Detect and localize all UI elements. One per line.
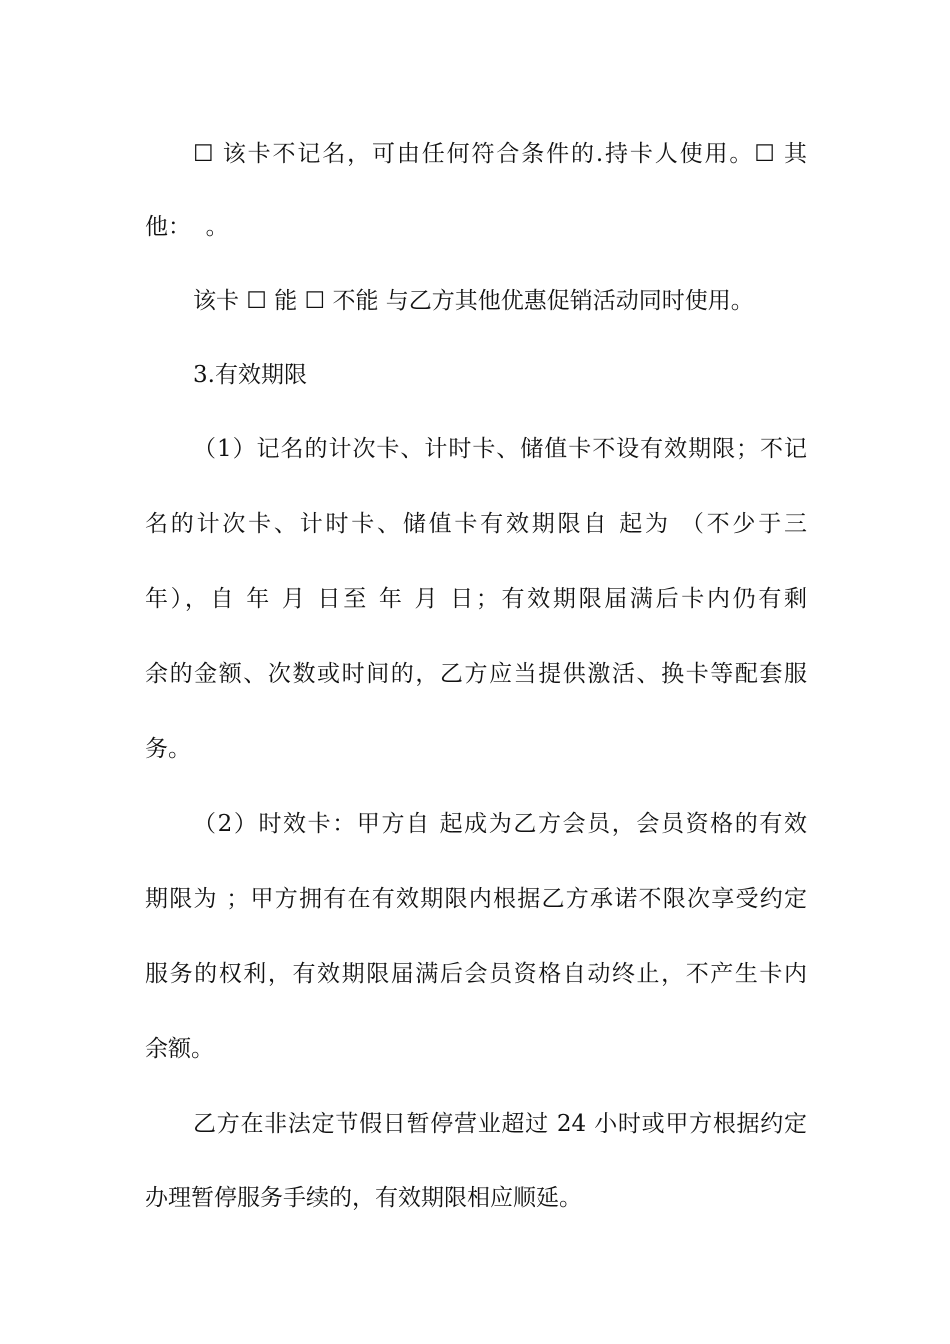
text-line-14: 乙方在非法定节假日暂停营业超过 24 小时或甲方根据约定 [193, 1111, 807, 1137]
text-line-2: 他： 。 [145, 214, 229, 240]
text-line-15: 办理暂停服务手续的，有效期限相应顺延。 [145, 1185, 582, 1211]
text-line-3: 该卡 ☐ 能 ☐ 不能 与乙方其他优惠促销活动同时使用。 [193, 288, 754, 314]
text-line-6: 名的计次卡、计时卡、储值卡有效期限自 起为 （不少于三 [145, 511, 807, 537]
text-line-9: 务。 [145, 736, 191, 762]
text-line-11: 期限为 ；甲方拥有在有效期限内根据乙方承诺不限次享受约定 [145, 886, 807, 912]
section-heading-validity: 3.有效期限 [193, 362, 307, 388]
text-line-8: 余的金额、次数或时间的，乙方应当提供激活、换卡等配套服 [145, 661, 807, 687]
text-line-12: 服务的权利，有效期限届满后会员资格自动终止，不产生卡内 [145, 961, 807, 987]
text-line-13: 余额。 [145, 1036, 214, 1062]
text-line-5: （1）记名的计次卡、计时卡、储值卡不设有效期限；不记 [193, 436, 807, 462]
text-line-10: （2）时效卡：甲方自 起成为乙方会员，会员资格的有效 [193, 811, 807, 837]
text-line-7: 年），自 年 月 日至 年 月 日；有效期限届满后卡内仍有剩 [145, 586, 807, 612]
text-line-1: ☐ 该卡不记名，可由任何符合条件的.持卡人使用。☐ 其 [193, 141, 807, 167]
